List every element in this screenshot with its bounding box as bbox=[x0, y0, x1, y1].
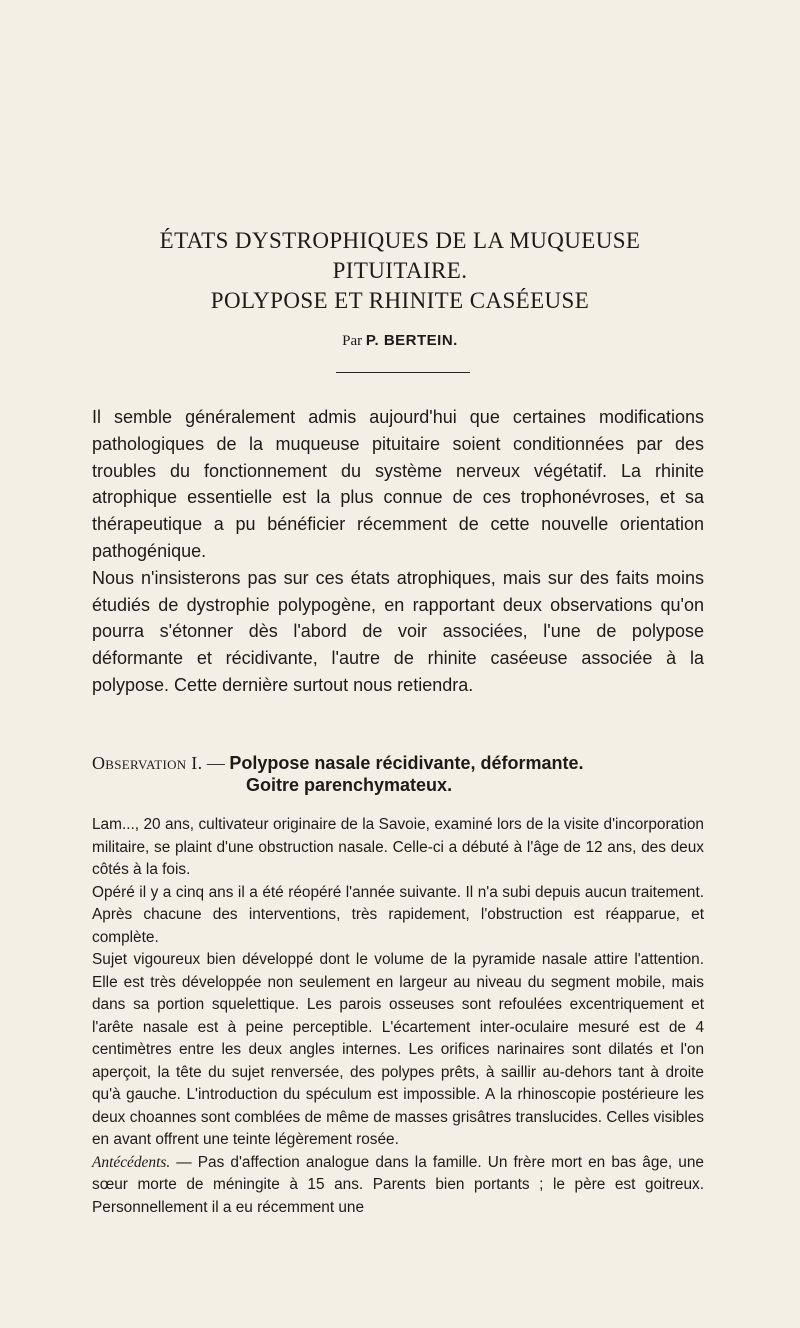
title-line-1: ÉTATS DYSTROPHIQUES DE LA MUQUEUSE bbox=[159, 228, 641, 253]
author-prefix: Par bbox=[342, 333, 363, 349]
intro-paragraph-2: Nous n'insisterons pas sur ces états atrophiques, mais sur des faits moins étudiés de dystrophie polypogène, en rapportant deux observations qu'on pourra s'étonner dès l'abord de voir associées, l'une de polypose déformante et récidivante, l'autre de rhinite caséeuse associée à la polypose. Cette dernière surtout nous retiendra. bbox=[92, 567, 704, 695]
intro-paragraph-1: Il semble généralement admis aujourd'hui que certaines modifications pathologiques de la muqueuse pituitaire soient conditionnées par des troubles du fonctionnement du système nerveux végétatif. La rhinite atrophique essentielle est la plus connue de ces trophonévroses, et sa thérapeutique a pu bénéficier récemment de cette nouvelle orientation pathogénique. bbox=[92, 407, 704, 561]
observation-title-line-1: Polypose nasale récidivante, déformante. bbox=[229, 753, 584, 773]
intro-text bbox=[92, 404, 704, 699]
antecedents-label: Antécédents. bbox=[92, 1153, 171, 1171]
observation-heading bbox=[92, 752, 704, 796]
title-divider bbox=[336, 372, 470, 373]
observation-label: Observation I. bbox=[92, 753, 203, 773]
title-line-2: PITUITAIRE. bbox=[332, 258, 468, 283]
observation-dash: — bbox=[202, 753, 230, 773]
article-title bbox=[0, 226, 800, 316]
antecedents-text: — Pas d'affection analogue dans la famille. Un frère mort en bas âge, une sœur morte de méningite à 15 ans. Parents bien portants ; le père est goitreux. Personnellement il a eu récemment une bbox=[92, 1153, 704, 1216]
observation-text bbox=[92, 814, 704, 1219]
observation-title-line-2: Goitre parenchymateux. bbox=[246, 775, 453, 795]
observation-paragraph-3: Sujet vigoureux bien développé dont le volume de la pyramide nasale attire l'attention. Elle est très développée non seulement en largeur au niveau du segment mobile, mais dans sa portion squelettique. Les parois osseuses sont refoulées excentriquement et l'arête nasale est à peine perceptible. L'écartement inter-oculaire mesuré est de 4 centimètres entre les deux angles internes. Les orifices narinaires sont dilatés et l'on aperçoit, la tête du sujet renversée, des polypes prêts, à saillir au-dehors tant à droite qu'à gauche. L'introduction du spéculum est impossible. A la rhinoscopie postérieure les deux choannes sont comblées de même de masses grisâtres translucides. Celles visibles en avant offrent une teinte légèrement rosée. bbox=[92, 951, 704, 1148]
antecedents-paragraph bbox=[92, 1152, 704, 1220]
observation-paragraph-1: Lam..., 20 ans, cultivateur originaire de la Savoie, examiné lors de la visite d'incorporation militaire, se plaint d'une obstruction nasale. Celle-ci a débuté à l'âge de 12 ans, des deux côtés à la fois. bbox=[92, 816, 704, 878]
author-name: P. BERTEIN. bbox=[365, 332, 458, 349]
observation-paragraph-2: Opéré il y a cinq ans il a été réopéré l'année suivante. Il n'a subi depuis aucun traitement. Après chacune des interventions, très rapidement, l'obstruction est réapparue, et complète. bbox=[92, 883, 704, 946]
title-line-3: POLYPOSE ET RHINITE CASÉEUSE bbox=[210, 288, 590, 313]
author-line bbox=[0, 332, 800, 350]
